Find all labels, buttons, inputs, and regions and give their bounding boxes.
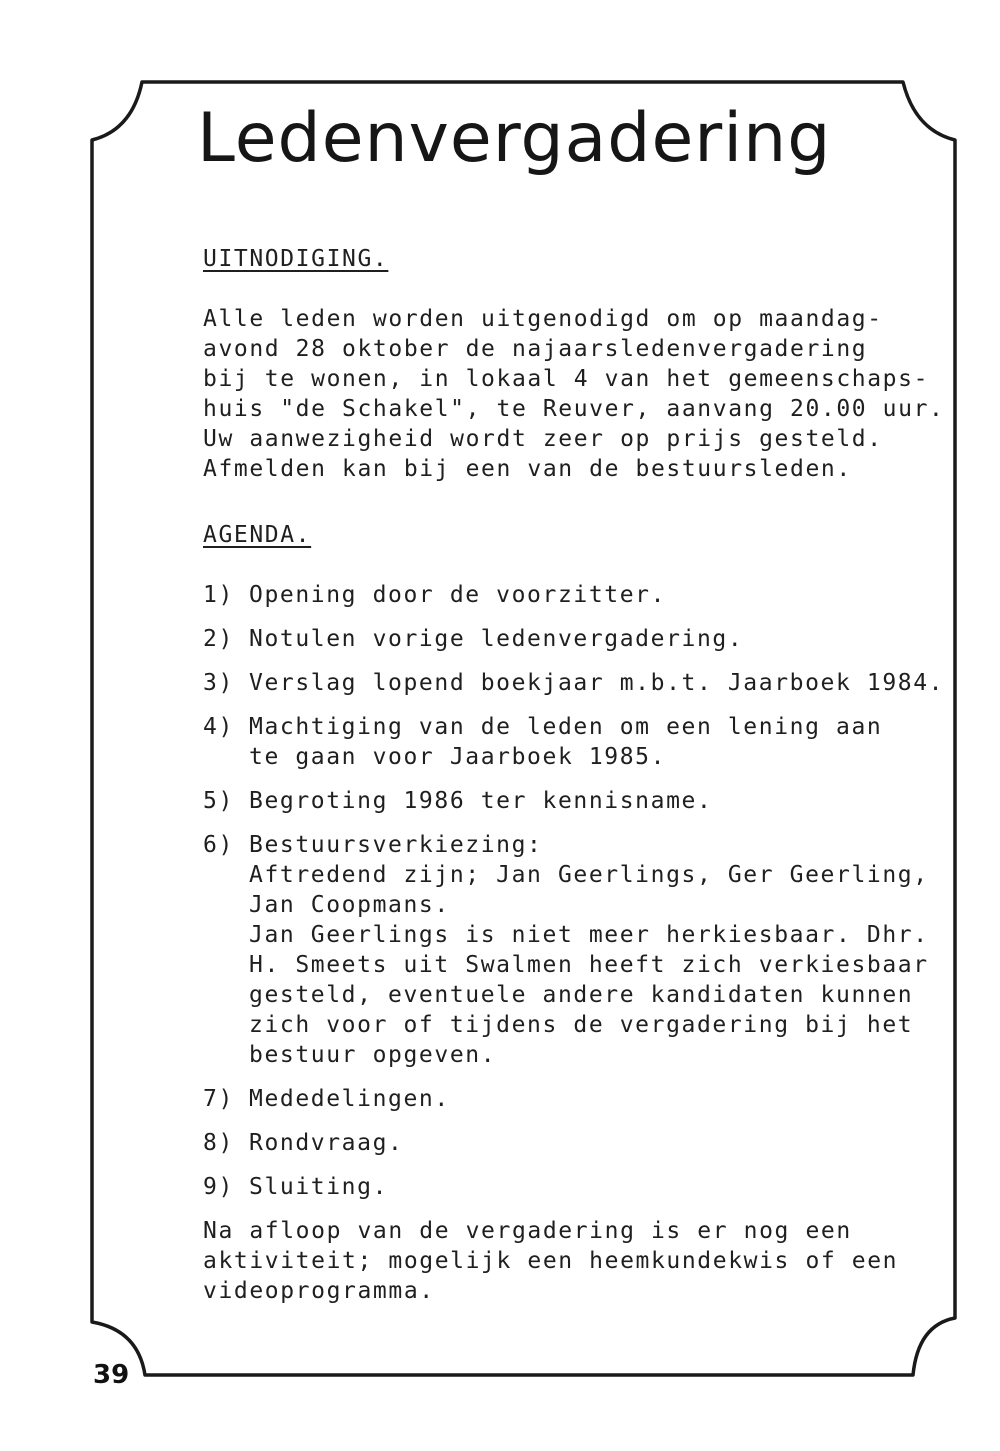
agenda-item-number: 5) xyxy=(203,788,234,814)
agenda-item-number: 9) xyxy=(203,1174,234,1200)
agenda-item-text: Machtiging van de leden om een lening aan te gaan voor Jaarboek 1985. xyxy=(249,714,883,770)
agenda-item xyxy=(203,786,963,816)
invitation-section xyxy=(203,244,963,484)
document-body xyxy=(203,244,963,1306)
agenda-item-text: Rondvraag. xyxy=(249,1130,404,1156)
agenda-item xyxy=(203,712,963,772)
agenda-item-number: 3) xyxy=(203,670,234,696)
agenda-item-text: Sluiting. xyxy=(249,1174,389,1200)
agenda-item-text: Verslag lopend boekjaar m.b.t. Jaarboek 1984. xyxy=(249,670,945,696)
agenda-heading: AGENDA. xyxy=(203,522,312,548)
agenda-item-number: 1) xyxy=(203,582,234,608)
agenda-item-text: Begroting 1986 ter kennisname. xyxy=(249,788,713,814)
agenda-item-number: 6) xyxy=(203,832,234,858)
agenda-item-text: Notulen vorige ledenvergadering. xyxy=(249,626,744,652)
agenda-item-text: Opening door de voorzitter. xyxy=(249,582,667,608)
page-title: Ledenvergadering xyxy=(197,99,832,178)
page-number: 39 xyxy=(93,1360,130,1390)
agenda-list xyxy=(203,580,963,1202)
agenda-item-number: 2) xyxy=(203,626,234,652)
invitation-text: Alle leden worden uitgenodigd om op maandag- avond 28 oktober de najaarsledenvergadering bij te wonen, in lokaal 4 van het gemeenschaps- huis "de Schakel", te Reuver, aanvang 20.00 uur. Uw aanwezigheid wordt zeer op prijs gesteld. Afmelden kan bij een van de bestuursleden. xyxy=(203,306,945,482)
agenda-item-number: 8) xyxy=(203,1130,234,1156)
agenda-section xyxy=(203,520,963,1202)
agenda-item xyxy=(203,1128,963,1158)
agenda-item xyxy=(203,1084,963,1114)
agenda-item xyxy=(203,580,963,610)
agenda-item-number: 7) xyxy=(203,1086,234,1112)
agenda-item-number: 4) xyxy=(203,714,234,740)
agenda-item xyxy=(203,830,963,1070)
closing-text: Na afloop van de vergadering is er nog een aktiviteit; mogelijk een heemkundekwis of een videoprogramma. xyxy=(203,1218,899,1304)
agenda-item-text: Mededelingen. xyxy=(249,1086,450,1112)
invitation-heading: UITNODIGING. xyxy=(203,246,389,272)
agenda-item xyxy=(203,668,963,698)
agenda-item xyxy=(203,1172,963,1202)
agenda-item xyxy=(203,624,963,654)
agenda-item-text: Bestuursverkiezing: Aftredend zijn; Jan Geerlings, Ger Geerling, Jan Coopmans. Jan Geerlings is niet meer herkiesbaar. Dhr. H. Smeets uit Swalmen heeft zich verkiesbaar gesteld, eventuele andere kandidaten kunnen zich voor of tijdens de vergadering bij het bestuur opgeven. xyxy=(249,832,929,1068)
